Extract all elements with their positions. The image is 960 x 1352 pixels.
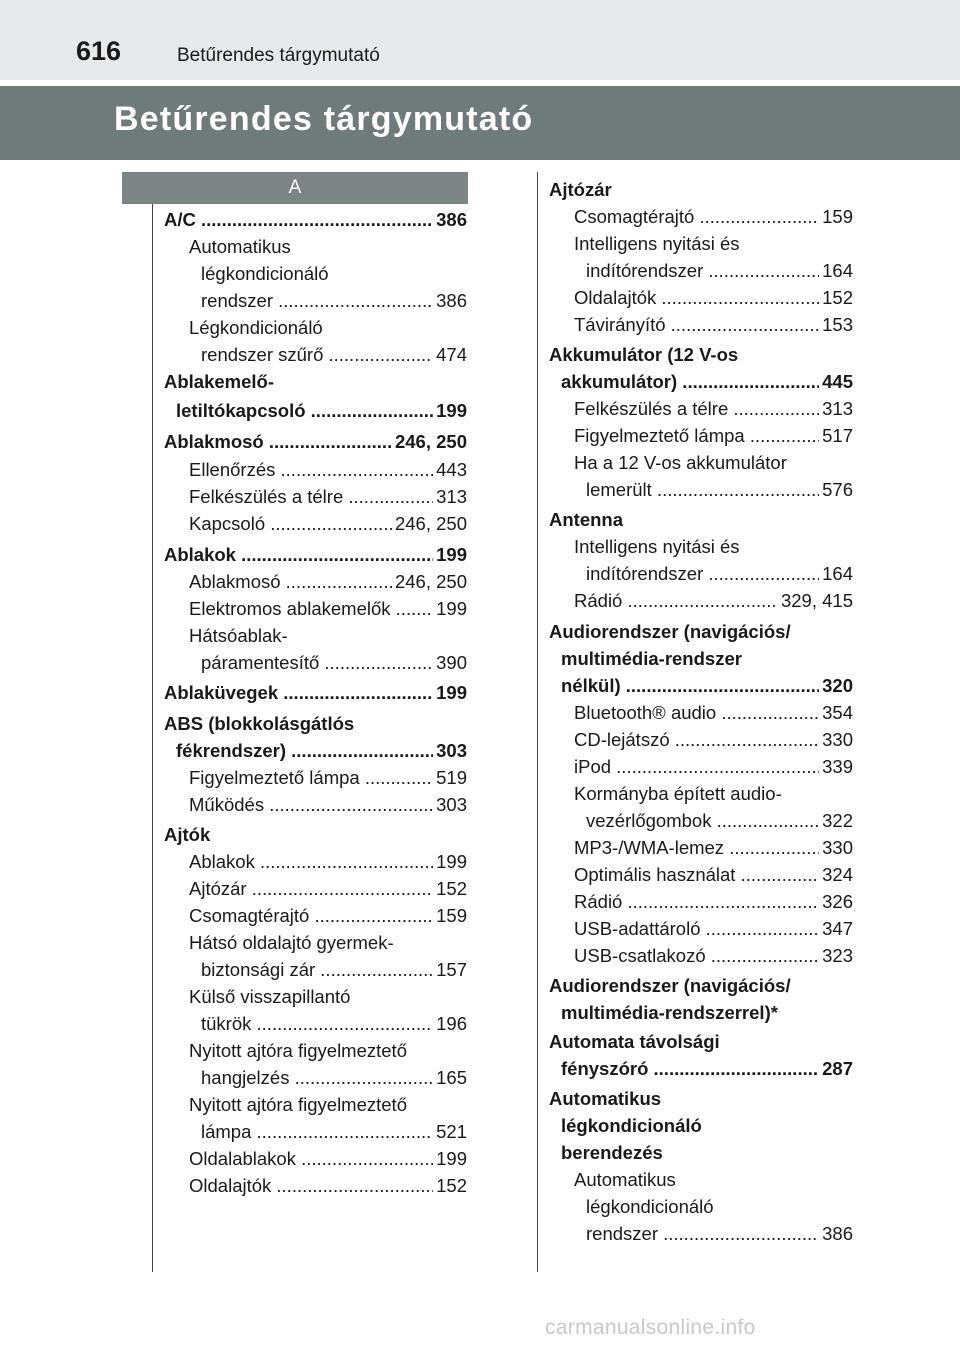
index-entry — [164, 369, 467, 395]
index-entry-page: 347 — [819, 916, 853, 942]
index-entry-page: 199 — [433, 1146, 467, 1172]
index-entry — [549, 673, 853, 699]
index-entry-label: Ablaküvegek ..... — [164, 680, 467, 706]
index-entry-label: Rádió ..... — [574, 588, 853, 614]
index-entry-label: Ablakmosó ..... — [189, 569, 467, 595]
index-entry — [549, 477, 853, 503]
index-entry-page: 196 — [433, 1011, 467, 1037]
index-entry-page: 159 — [433, 903, 467, 929]
index-entry-label: páramentesítő ..... — [201, 650, 467, 676]
index-entry-label: indítórendszer ..... — [586, 561, 853, 587]
index-entry-page: 323 — [819, 943, 853, 969]
index-entry — [549, 1086, 853, 1112]
index-entry-page: 330 — [819, 727, 853, 753]
index-entry — [549, 396, 853, 422]
index-entry-label: hangjelzés ..... — [201, 1065, 467, 1091]
index-entry-label: iPod ..... — [574, 754, 853, 780]
index-entry-label: Légkondicionáló — [189, 317, 323, 338]
index-entry-label: Ha a 12 V-os akkumulátor — [574, 452, 787, 473]
index-entry-page: 386 — [433, 288, 467, 314]
index-entry-label: Audiorendszer (navigációs/ — [549, 975, 791, 996]
index-entry-label: multimédia-rendszerrel)* — [561, 1002, 778, 1023]
index-entry-label: légkondicionáló — [561, 1115, 702, 1136]
index-entry-page: 386 — [433, 207, 467, 233]
index-entry — [164, 1038, 467, 1064]
index-entry-page: 199 — [433, 398, 467, 424]
index-entry — [164, 288, 467, 314]
index-entry-label: Ablakmosó ..... — [164, 429, 467, 455]
index-entry-label: rendszer szűrő ..... — [201, 342, 467, 368]
index-entry-label: Automatikus — [549, 1088, 662, 1109]
index-entry-page: 303 — [433, 738, 467, 764]
index-entry-page: 339 — [819, 754, 853, 780]
index-entry-label: fényszóró ..... — [561, 1056, 853, 1082]
index-entry-label: Akkumulátor (12 V-os — [549, 344, 739, 365]
index-entry — [549, 727, 853, 753]
index-entry-label: Csomagtérajtó ..... — [189, 903, 467, 929]
index-entry-page: 326 — [819, 889, 853, 915]
index-entry-page: 517 — [819, 423, 853, 449]
section-letter-header: A — [122, 172, 468, 204]
index-entry — [164, 1011, 467, 1037]
index-entry-label: Antenna — [549, 509, 623, 530]
index-entry — [549, 700, 853, 726]
index-entry-label: Figyelmeztető lámpa ..... — [574, 423, 853, 449]
index-entry-page: 199 — [433, 680, 467, 706]
index-entry — [549, 561, 853, 587]
index-entry — [164, 1065, 467, 1091]
index-entry-label: lemerült ..... — [586, 477, 853, 503]
index-entry — [549, 534, 853, 560]
index-entry-page: 152 — [433, 1173, 467, 1199]
index-entry — [164, 711, 467, 737]
index-entry-label: Automatikus — [574, 1169, 676, 1190]
index-entry — [549, 204, 853, 230]
index-entry — [549, 781, 853, 807]
index-entry — [549, 231, 853, 257]
index-entry — [164, 596, 467, 622]
index-entry — [164, 792, 467, 818]
index-entry-label: Működés ..... — [189, 792, 467, 818]
index-entry-label: Külső visszapillantó — [189, 986, 351, 1007]
index-entry — [164, 957, 467, 983]
index-entry — [164, 315, 467, 341]
index-entry-label: rendszer ..... — [201, 288, 467, 314]
index-entry-page: 445 — [819, 369, 853, 395]
index-entry-label: Bluetooth® audio ..... — [574, 700, 853, 726]
index-entry-page: 246, 250 — [392, 569, 467, 595]
index-entry-label: USB-csatlakozó ..... — [574, 943, 853, 969]
index-entry-label: Nyitott ajtóra figyelmeztető — [189, 1040, 407, 1061]
index-entry-label: Automatikus — [189, 236, 291, 257]
index-entry — [549, 973, 853, 999]
index-entry — [164, 261, 467, 287]
index-entry-label: USB-adattároló ..... — [574, 916, 853, 942]
index-entry-page: 320 — [819, 673, 853, 699]
index-entry — [549, 889, 853, 915]
index-entry-page: 322 — [819, 808, 853, 834]
page-title: Betűrendes tárgymutató — [114, 100, 534, 138]
index-entry-page: 164 — [819, 561, 853, 587]
index-entry-page: 329, 415 — [778, 588, 853, 614]
index-entry-label: Ablakemelő- — [164, 371, 275, 392]
index-entry — [164, 429, 467, 455]
index-entry-label: Oldalajtók ..... — [574, 285, 853, 311]
index-entry — [549, 754, 853, 780]
index-entry-label: tükrök ..... — [201, 1011, 467, 1037]
index-entry — [164, 569, 467, 595]
index-entry-page: 521 — [433, 1119, 467, 1145]
index-entry — [164, 457, 467, 483]
index-entry-label: rendszer ..... — [586, 1221, 853, 1247]
index-entry — [549, 588, 853, 614]
index-entry-page: 246, 250 — [392, 429, 467, 455]
index-entry-label: berendezés — [561, 1142, 663, 1163]
index-entry-label: Figyelmeztető lámpa ..... — [189, 765, 467, 791]
index-entry — [549, 1194, 853, 1220]
index-entry — [549, 862, 853, 888]
index-entry-label: Ellenőrzés ..... — [189, 457, 467, 483]
index-entry-label: Optimális használat ..... — [574, 862, 853, 888]
index-entry — [164, 822, 467, 848]
index-entry — [549, 423, 853, 449]
index-entry-label: Nyitott ajtóra figyelmeztető — [189, 1094, 407, 1115]
index-entry — [164, 234, 467, 260]
index-entry — [164, 1146, 467, 1172]
index-entry-page: 303 — [433, 792, 467, 818]
index-entry — [549, 258, 853, 284]
index-entry — [549, 1000, 853, 1026]
index-entry — [164, 650, 467, 676]
index-entry-label: Ajtók — [164, 824, 211, 845]
index-entry — [549, 619, 853, 645]
index-entry-label: Kapcsoló ..... — [189, 511, 467, 537]
index-entry-label: Távirányító ..... — [574, 312, 853, 338]
index-entry — [164, 849, 467, 875]
index-entry — [549, 808, 853, 834]
index-entry-page: 165 — [433, 1065, 467, 1091]
index-entry — [164, 342, 467, 368]
index-entry-label: Automata távolsági — [549, 1031, 720, 1052]
left-column-divider — [152, 200, 153, 1272]
index-entry-label: akkumulátor) ..... — [561, 369, 853, 395]
index-entry — [164, 398, 467, 424]
index-entry-label: vezérlőgombok ..... — [586, 808, 853, 834]
index-entry — [164, 542, 467, 568]
index-entry — [549, 312, 853, 338]
index-entry — [164, 680, 467, 706]
index-entry-label: letiltókapcsoló ..... — [176, 398, 467, 424]
index-entry-page: 576 — [819, 477, 853, 503]
index-entry-label: fékrendszer) ..... — [176, 738, 467, 764]
index-entry-label: A/C ..... — [164, 207, 467, 233]
index-entry-label: Felkészülés a télre ..... — [574, 396, 853, 422]
index-entry — [164, 484, 467, 510]
index-entry — [164, 1092, 467, 1118]
index-entry-label: Felkészülés a télre ..... — [189, 484, 467, 510]
index-entry-page: 330 — [819, 835, 853, 861]
index-entry — [164, 984, 467, 1010]
index-entry-label: lámpa ..... — [201, 1119, 467, 1145]
index-entry — [164, 1119, 467, 1145]
index-entry — [164, 1173, 467, 1199]
index-entry-label: Audiorendszer (navigációs/ — [549, 621, 791, 642]
index-entry-label: Ajtózár — [549, 179, 612, 200]
index-entry — [549, 369, 853, 395]
index-entry-label: Oldalablakok ..... — [189, 1146, 467, 1172]
index-entry-label: légkondicionáló — [201, 263, 329, 284]
index-entry-label: légkondicionáló — [586, 1196, 714, 1217]
page-number: 616 — [76, 36, 122, 66]
index-entry-label: Ablakok ..... — [189, 849, 467, 875]
index-entry — [549, 1056, 853, 1082]
running-header-title: Betűrendes tárgymutató — [177, 45, 380, 66]
index-entry-page: 152 — [433, 876, 467, 902]
middle-column-divider — [537, 172, 538, 1272]
index-entry — [549, 450, 853, 476]
index-entry — [164, 876, 467, 902]
index-entry-page: 313 — [433, 484, 467, 510]
index-entry-label: Ablakok ..... — [164, 542, 467, 568]
index-entry-label: ABS (blokkolásgátlós — [164, 713, 355, 734]
index-entry-label: Kormányba épített audio- — [574, 783, 782, 804]
index-entry-page: 199 — [433, 596, 467, 622]
index-entry-label: biztonsági zár ..... — [201, 957, 467, 983]
index-entry — [549, 507, 853, 533]
index-entry-label: Intelligens nyitási és — [574, 233, 740, 254]
index-entry-label: Ajtózár ..... — [189, 876, 467, 902]
index-entry — [164, 903, 467, 929]
index-entry-page: 152 — [819, 285, 853, 311]
index-entry-page: 199 — [433, 849, 467, 875]
index-entry-page: 354 — [819, 700, 853, 726]
index-entry — [549, 285, 853, 311]
index-entry-label: CD-lejátszó ..... — [574, 727, 853, 753]
index-entry-label: multimédia-rendszer — [561, 648, 742, 669]
index-entry-page: 519 — [433, 765, 467, 791]
index-entry — [164, 765, 467, 791]
index-entry-label: indítórendszer ..... — [586, 258, 853, 284]
index-entry — [549, 1221, 853, 1247]
index-entry-page: 157 — [433, 957, 467, 983]
index-entry-label: Hátsóablak- — [189, 625, 288, 646]
index-entry — [549, 943, 853, 969]
index-entry-page: 390 — [433, 650, 467, 676]
index-entry-label: Rádió ..... — [574, 889, 853, 915]
index-entry-label: Intelligens nyitási és — [574, 536, 740, 557]
index-entry — [164, 738, 467, 764]
index-entry — [549, 1167, 853, 1193]
index-entry — [164, 930, 467, 956]
index-entry-label: nélkül) ..... — [561, 673, 853, 699]
index-entry-label: MP3-/WMA-lemez ..... — [574, 835, 853, 861]
header-bar — [0, 0, 960, 80]
index-entry-label: Csomagtérajtó ..... — [574, 204, 853, 230]
index-entry-page: 313 — [819, 396, 853, 422]
index-entry — [164, 623, 467, 649]
index-entry-page: 159 — [819, 204, 853, 230]
index-entry-label: Oldalajtók ..... — [189, 1173, 467, 1199]
index-entry — [164, 207, 467, 233]
index-entry — [549, 1029, 853, 1055]
index-entry-page: 386 — [819, 1221, 853, 1247]
index-entry — [549, 177, 853, 203]
index-entry — [549, 916, 853, 942]
index-entry-page: 324 — [819, 862, 853, 888]
index-entry — [549, 342, 853, 368]
index-entry-page: 246, 250 — [392, 511, 467, 537]
index-entry — [549, 1140, 853, 1166]
index-entry-page: 474 — [433, 342, 467, 368]
index-entry — [549, 646, 853, 672]
index-entry — [549, 835, 853, 861]
index-entry — [164, 511, 467, 537]
index-entry-page: 164 — [819, 258, 853, 284]
index-entry-page: 443 — [433, 457, 467, 483]
index-entry-label: Hátsó oldalajtó gyermek- — [189, 932, 394, 953]
index-entry-page: 287 — [819, 1056, 853, 1082]
index-entry-label: Elektromos ablakemelők ..... — [189, 596, 467, 622]
index-entry-page: 153 — [819, 312, 853, 338]
index-entry-page: 199 — [433, 542, 467, 568]
watermark: carmanualsonline.info — [545, 1316, 756, 1339]
index-entry — [549, 1113, 853, 1139]
